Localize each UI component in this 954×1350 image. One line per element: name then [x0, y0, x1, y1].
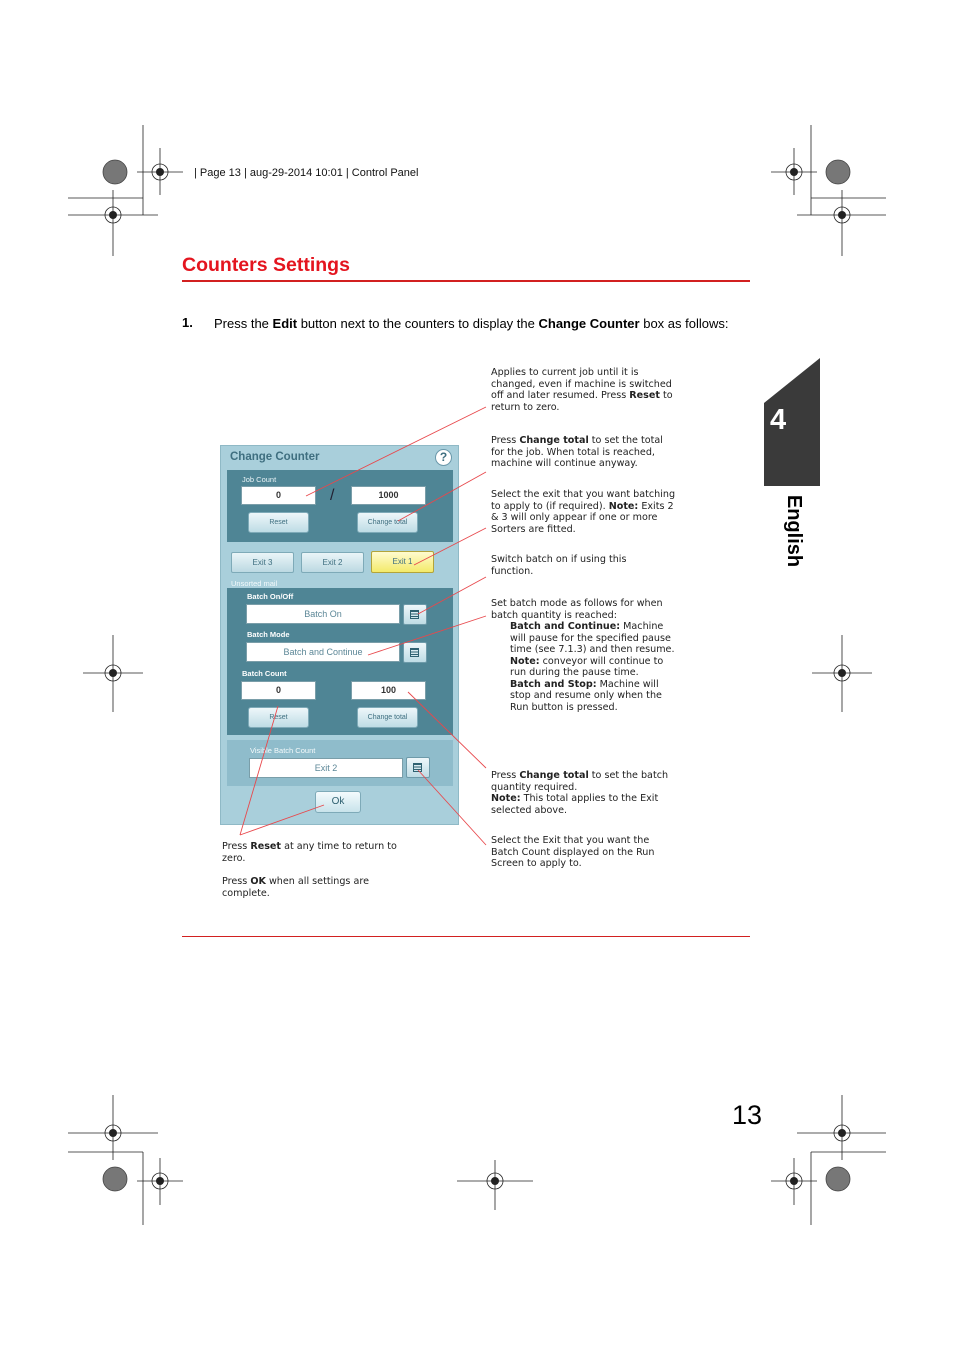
chapter-number: 4	[770, 404, 787, 436]
batch-onoff-field[interactable]: Batch On	[246, 604, 400, 624]
annotation-job-count: Applies to current job until it is changed, even if machine is switched off and later resumed. Press Reset to return to zero.	[491, 367, 673, 413]
job-count-label: Job Count	[242, 475, 277, 484]
annotation-exit-select: Select the exit that you want batching to apply to (if required). Note: Exits 2 & 3 will only appear if one or more Sorters are fitted.	[491, 489, 676, 535]
batch-total-field[interactable]: 100	[351, 681, 426, 700]
annotation-batch-mode: Set batch mode as follows for when batch quantity is reached: Batch and Continue: Machine will pause for the specified pause time (see 7.1.3) and then resume. Note: conveyor will continue to run during the pause time. Batch and Stop: Machine will stop and resume only when the Run button is pressed.	[491, 598, 675, 713]
annotation-ok: Press OK when all settings are complete.	[222, 876, 369, 899]
visible-batch-label: Visible Batch Count	[250, 746, 316, 755]
job-total-field[interactable]: 1000	[351, 486, 426, 505]
ok-button[interactable]: Ok	[315, 791, 361, 813]
annotation-batch-change-total: Press Change total to set the batch quantity required. Note: This total applies to the Exit selected above.	[491, 770, 669, 816]
separator-slash: /	[330, 487, 335, 504]
annotation-job-change-total: Press Change total to set the total for the job. When total is reached, machine will continue anyway.	[491, 435, 663, 469]
annotation-visible-batch: Select the Exit that you want the Batch Count displayed on the Run Screen to apply to.	[491, 835, 655, 869]
exit-2-button[interactable]: Exit 2	[301, 552, 364, 573]
visible-batch-field[interactable]: Exit 2	[249, 758, 403, 778]
annotation-batch-onoff: Switch batch on if using this function.	[491, 554, 627, 577]
batch-mode-label: Batch Mode	[247, 630, 290, 639]
help-button[interactable]: ?	[435, 449, 452, 466]
annotation-reset: Press Reset at any time to return to zero.	[222, 841, 397, 864]
job-change-total-button[interactable]: Change total	[357, 512, 418, 533]
unsorted-mail-label: Unsorted mail	[231, 579, 278, 588]
print-header: | Page 13 | aug-29-2014 10:01 | Control Panel	[194, 167, 419, 179]
language-label: English	[783, 494, 805, 568]
batch-onoff-label: Batch On/Off	[247, 592, 294, 601]
batch-count-field[interactable]: 0	[241, 681, 316, 700]
step-number: 1.	[182, 315, 193, 330]
batch-reset-button[interactable]: Reset	[248, 707, 309, 728]
page-number: 13	[732, 1100, 763, 1130]
section-title: Counters Settings	[182, 254, 350, 276]
batch-mode-field[interactable]: Batch and Continue	[246, 642, 400, 662]
dialog-title: Change Counter	[230, 451, 320, 463]
job-count-field[interactable]: 0	[241, 486, 316, 505]
bottom-rule	[182, 936, 750, 937]
exit-1-button[interactable]: Exit 1	[371, 551, 434, 573]
step-text: Press the Edit button next to the counters to display the Change Counter box as follows:	[214, 316, 729, 331]
batch-count-label: Batch Count	[242, 669, 287, 678]
job-reset-button[interactable]: Reset	[248, 512, 309, 533]
exit-3-button[interactable]: Exit 3	[231, 552, 294, 573]
batch-change-total-button[interactable]: Change total	[357, 707, 418, 728]
